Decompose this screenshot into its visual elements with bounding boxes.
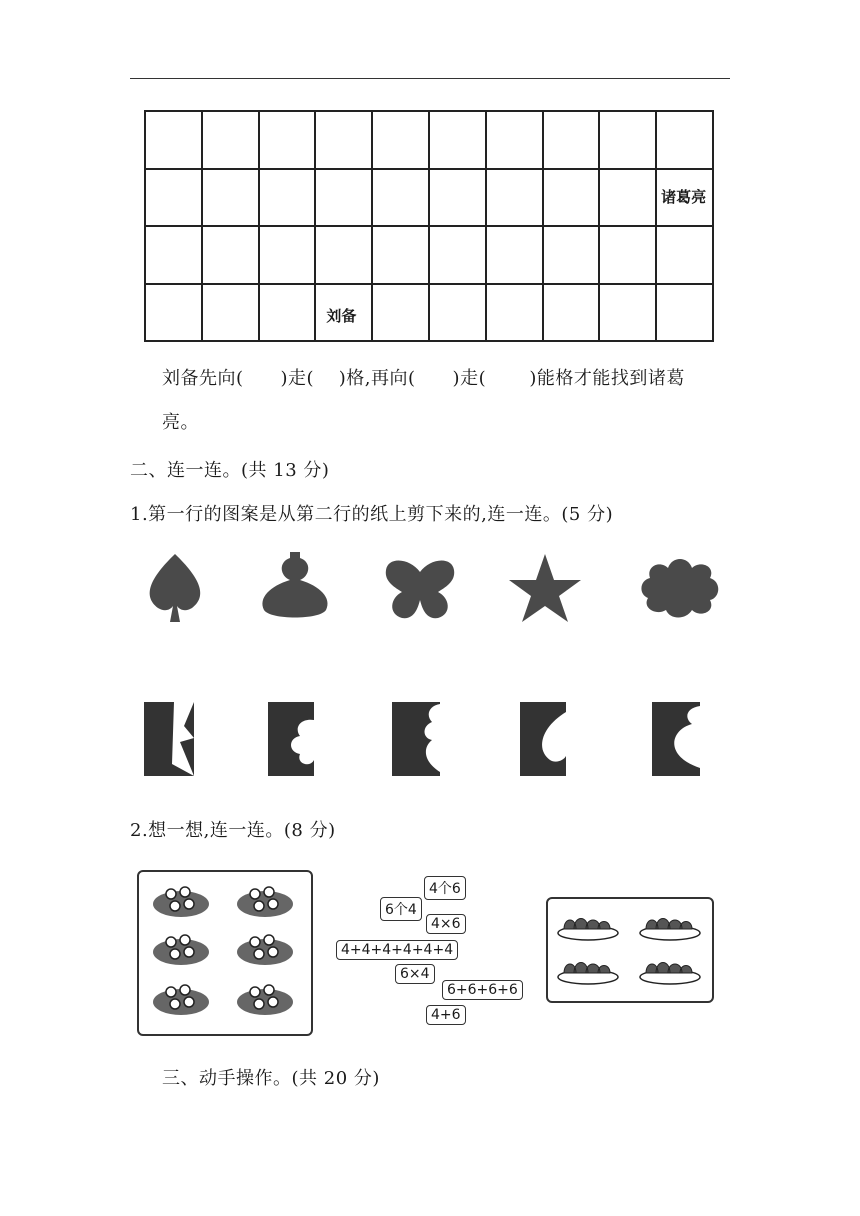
spade-shape [150, 554, 201, 622]
section2-q2: 2.想一想,连一连。(8 分) [130, 820, 336, 841]
expr-4plus6[interactable]: 4+6 [426, 1005, 466, 1025]
expr-4-sum[interactable]: 4+4+4+4+4+4 [336, 940, 458, 960]
direction-grid [144, 110, 714, 342]
section2-q1: 1.第一行的图案是从第二行的纸上剪下来的,连一连。(5 分) [130, 504, 614, 525]
shapes-row2 [140, 698, 720, 780]
expr-6-sum[interactable]: 6+6+6+6 [442, 980, 523, 1000]
star-shape [509, 554, 581, 622]
expr-6ge4[interactable]: 6个4 [380, 897, 422, 921]
gourd-shape [262, 552, 327, 618]
cloud-shape [641, 559, 718, 618]
expr-6x4[interactable]: 6×4 [395, 964, 435, 984]
butterfly-shape [386, 560, 454, 618]
grid-table [144, 110, 714, 342]
flower-groups-image [139, 872, 311, 1034]
section2-title: 二、连一连。(共 13 分) [130, 460, 330, 481]
right-picture-box [546, 897, 714, 1003]
zhuge-label: 诸葛亮 [661, 187, 707, 206]
liubei-label: 刘备 [326, 306, 357, 325]
top-rule [130, 78, 730, 79]
left-picture-box [137, 870, 313, 1036]
peach-plates-image [548, 899, 712, 1001]
shapes-row1 [140, 548, 720, 628]
grid-question-line2: 亮。 [162, 412, 199, 433]
grid-question-line1: 刘备先向( )走( )格,再向( )走( )能格才能找到诸葛 [162, 368, 685, 389]
expr-4x6[interactable]: 4×6 [426, 914, 466, 934]
section3-title: 三、动手操作。(共 20 分) [162, 1068, 380, 1089]
expr-4ge6[interactable]: 4个6 [424, 876, 466, 900]
